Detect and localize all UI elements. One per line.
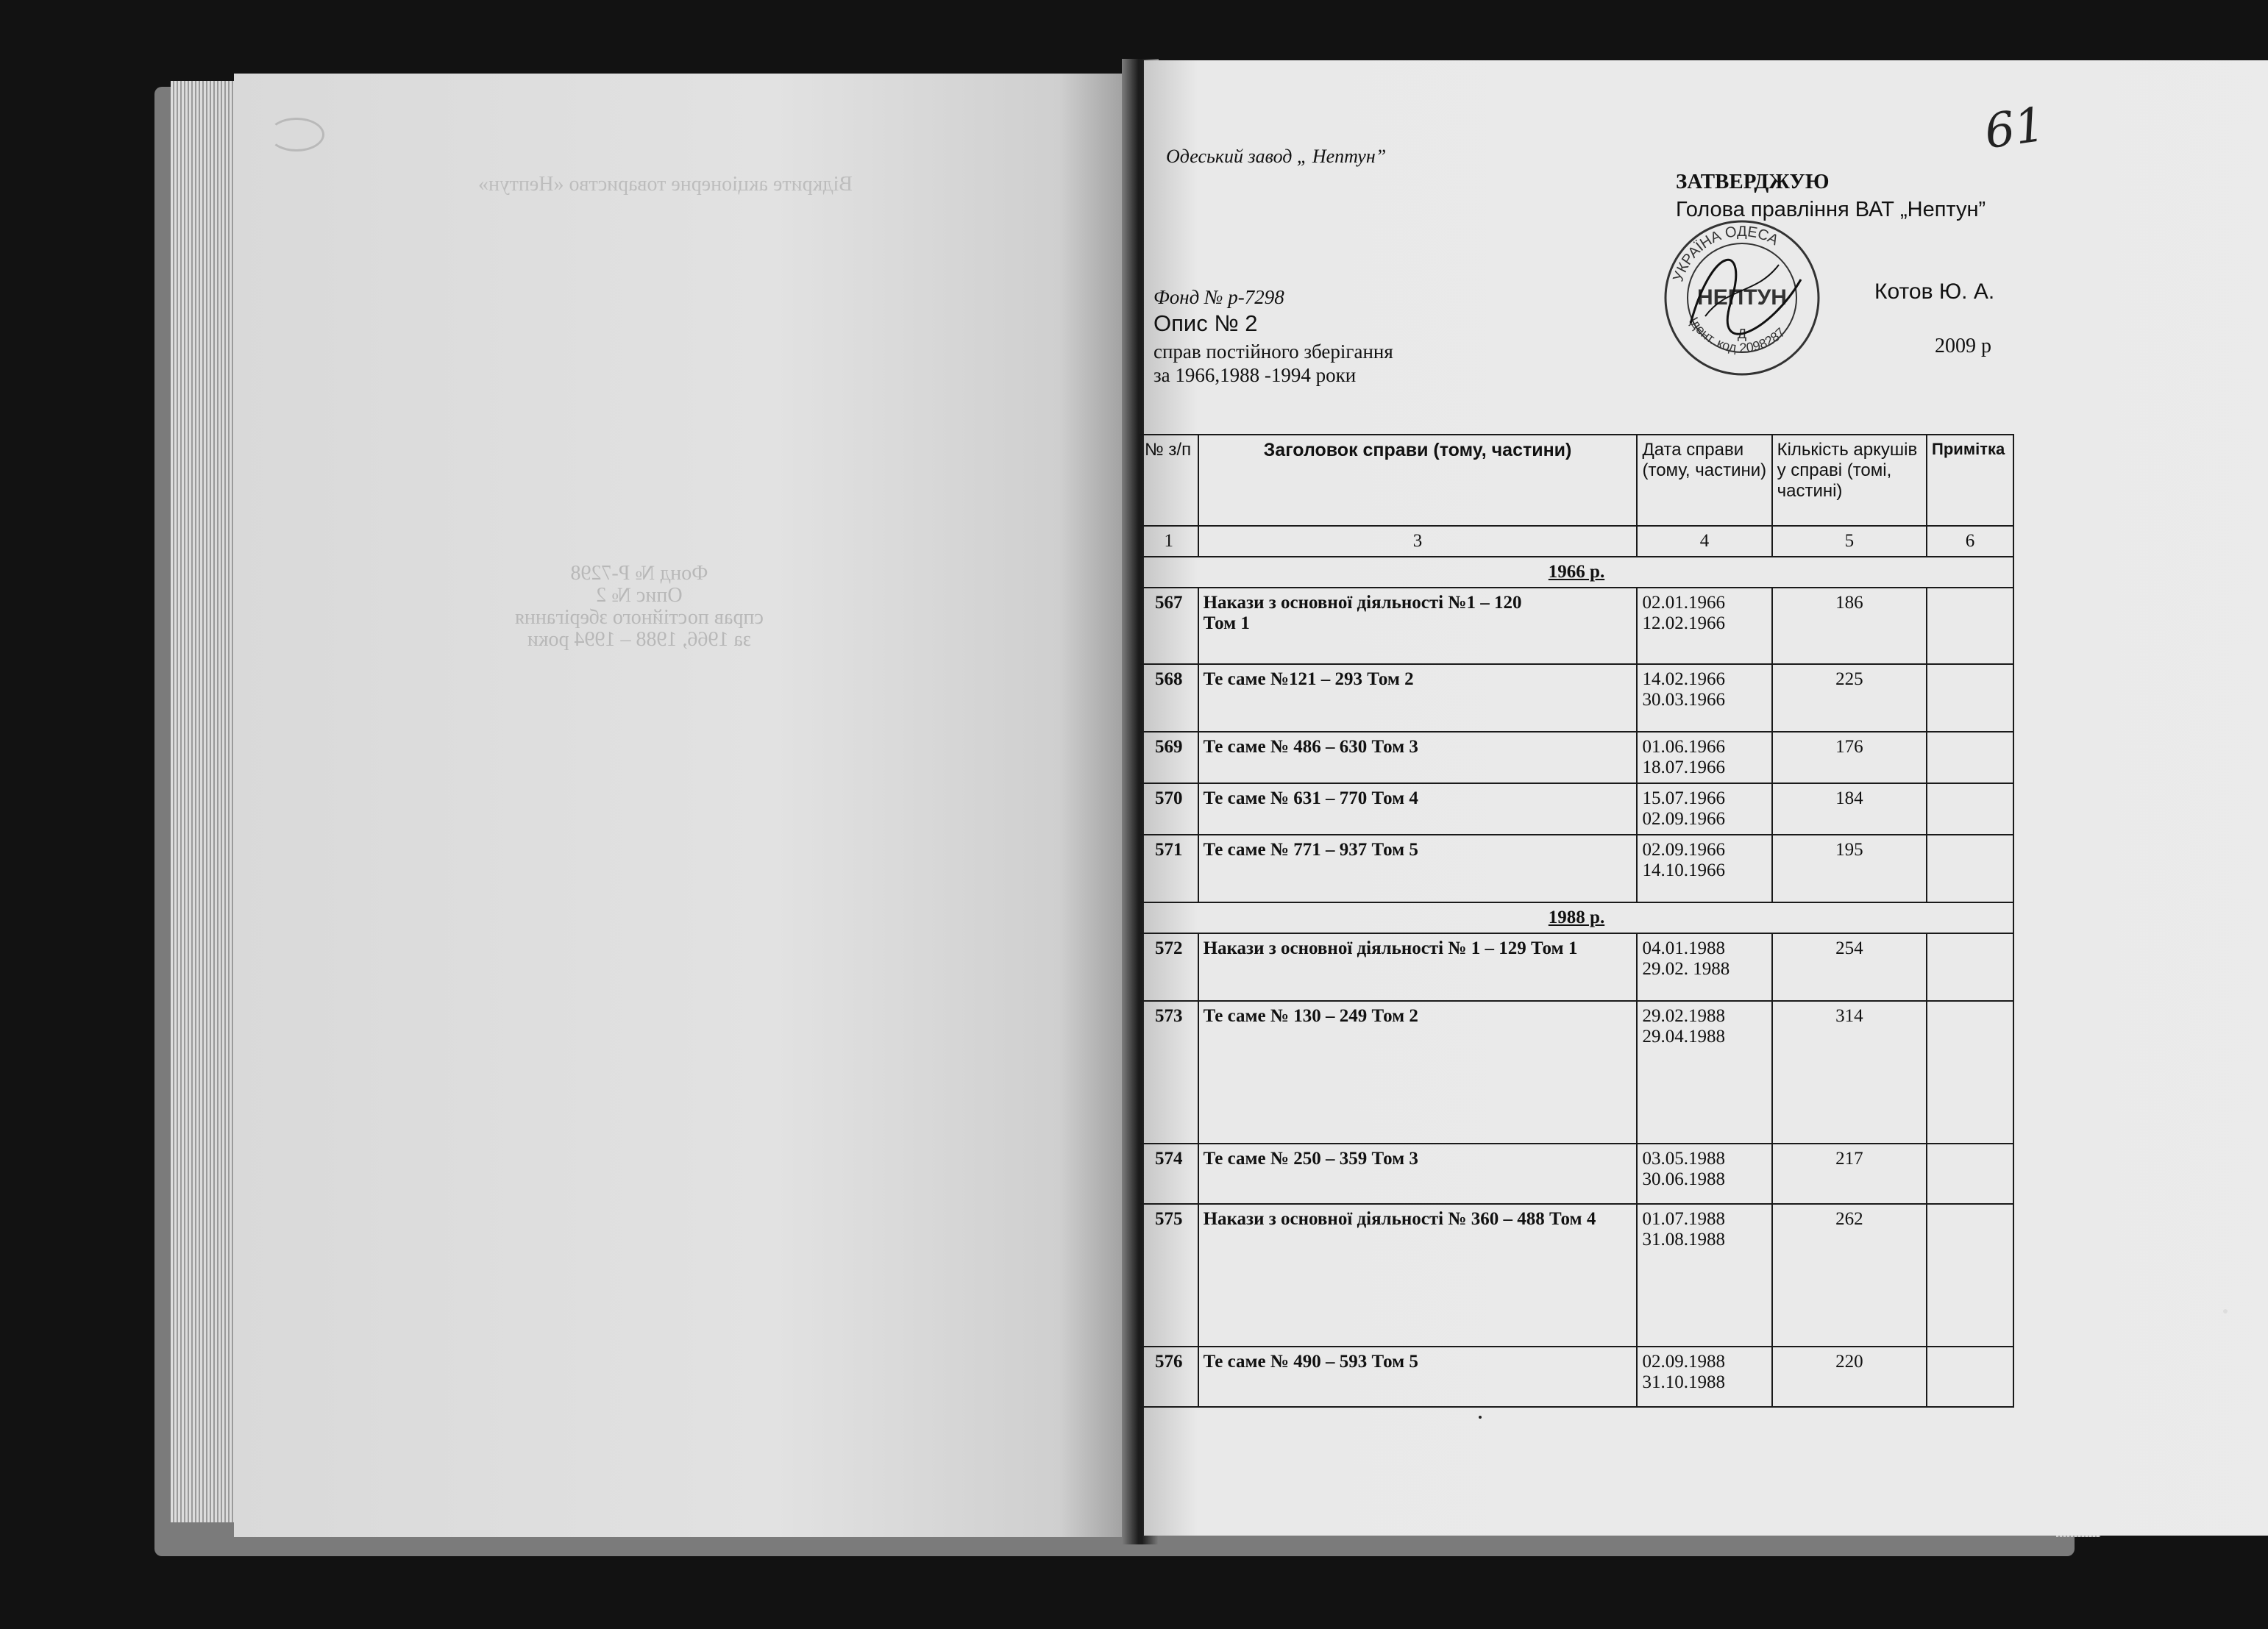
left-page-edges — [171, 81, 237, 1522]
row-title-line: Накази з основної діяльності №1 – 120 — [1203, 593, 1522, 613]
row-note — [1927, 588, 2013, 664]
row-number: 574 — [1140, 1144, 1198, 1204]
year-heading: 1966 р. — [1140, 557, 2013, 588]
row-title: Те саме №121 – 293 Том 2 — [1198, 664, 1638, 732]
row-date-end: 29.02. 1988 — [1642, 959, 1730, 979]
row-number: 567 — [1140, 588, 1198, 664]
row-dates — [1637, 1001, 1771, 1144]
row-date-end: 14.10.1966 — [1642, 860, 1725, 880]
row-date-end: 31.08.1988 — [1642, 1230, 1725, 1250]
approval-year: 2009 р — [1935, 335, 1991, 357]
row-dates — [1637, 1347, 1771, 1407]
row-number: 575 — [1140, 1204, 1198, 1347]
row-dates — [1637, 664, 1771, 732]
column-index-row — [1140, 526, 2013, 557]
table-row — [1140, 664, 2013, 732]
index-cell: 1 — [1140, 526, 1198, 557]
row-count: 254 — [1772, 933, 1927, 1001]
row-number: 571 — [1140, 835, 1198, 902]
row-title: Те саме № 250 – 359 Том 3 — [1198, 1144, 1638, 1204]
inventory-table — [1139, 434, 2014, 1408]
row-dates — [1637, 835, 1771, 902]
row-note — [1927, 1144, 2013, 1204]
row-date-start: 02.09.1988 — [1642, 1352, 1725, 1372]
row-date-end: 31.10.1988 — [1642, 1372, 1725, 1392]
row-date-start: 15.07.1966 — [1642, 788, 1725, 808]
row-note — [1927, 1347, 2013, 1407]
row-number: 568 — [1140, 664, 1198, 732]
ink-dot — [1479, 1416, 1482, 1419]
row-note — [1927, 664, 2013, 732]
row-date-start: 04.01.1988 — [1642, 938, 1725, 958]
row-count: 262 — [1772, 1204, 1927, 1347]
index-cell: 5 — [1772, 526, 1927, 557]
header-count: Кількість аркушів у справі (томі, частині) — [1772, 435, 1927, 526]
table-row — [1140, 1144, 2013, 1204]
row-date-end: 02.09.1966 — [1642, 809, 1725, 829]
row-note — [1927, 783, 2013, 835]
table-row — [1140, 783, 2013, 835]
approval-title: ЗАТВЕРДЖУЮ — [1676, 170, 1830, 193]
row-title: Накази з основної діяльності № 360 – 488 Том 4 — [1198, 1204, 1638, 1347]
row-date-start: 02.09.1966 — [1642, 840, 1725, 860]
bleed-through-fund — [515, 563, 764, 651]
index-cell: 6 — [1927, 526, 2013, 557]
row-count: 217 — [1772, 1144, 1927, 1204]
row-dates — [1637, 783, 1771, 835]
svg-text:УКРАЇНА ОДЕСА: УКРАЇНА ОДЕСА — [1670, 223, 1781, 284]
signer-name: Котов Ю. А. — [1874, 279, 1995, 304]
row-count: 195 — [1772, 835, 1927, 902]
row-count: 225 — [1772, 664, 1927, 732]
row-number: 570 — [1140, 783, 1198, 835]
year-heading: 1988 р. — [1140, 902, 2013, 933]
bleed-line: Опис № 2 — [596, 584, 683, 607]
row-date-end: 12.02.1966 — [1642, 613, 1725, 633]
row-count: 176 — [1772, 732, 1927, 783]
row-note — [1927, 732, 2013, 783]
bleed-line: за 1966, 1988 – 1994 роки — [527, 628, 751, 651]
row-title: Те саме № 490 – 593 Том 5 — [1198, 1347, 1638, 1407]
year-row-1966 — [1140, 557, 2013, 588]
row-date-end: 30.06.1988 — [1642, 1169, 1725, 1189]
svg-text:НЕПТУН: НЕПТУН — [1697, 285, 1787, 310]
table-row — [1140, 1347, 2013, 1407]
header-note: Примітка — [1927, 435, 2013, 526]
row-date-end: 18.07.1966 — [1642, 758, 1725, 777]
year-row-1988 — [1140, 902, 2013, 933]
row-dates — [1637, 588, 1771, 664]
row-title — [1198, 588, 1638, 664]
table-header-row — [1140, 435, 2013, 526]
index-cell: 3 — [1198, 526, 1638, 557]
row-note — [1927, 835, 2013, 902]
row-title: Те саме № 486 – 630 Том 3 — [1198, 732, 1638, 783]
row-date-start: 03.05.1988 — [1642, 1149, 1725, 1169]
opys-number: Опис № 2 — [1153, 310, 1258, 336]
row-note — [1927, 1001, 2013, 1144]
row-date-end: 30.03.1966 — [1642, 690, 1725, 710]
row-date-start: 01.06.1966 — [1642, 737, 1725, 757]
table-row — [1140, 732, 2013, 783]
row-note — [1927, 933, 2013, 1001]
table-row — [1140, 835, 2013, 902]
row-date-start: 01.07.1988 — [1642, 1209, 1725, 1229]
dust-speck — [2223, 1309, 2228, 1313]
opys-line: за 1966,1988 -1994 роки — [1153, 364, 1357, 386]
row-number: 576 — [1140, 1347, 1198, 1407]
row-number: 572 — [1140, 933, 1198, 1001]
row-count: 314 — [1772, 1001, 1927, 1144]
opys-description — [1153, 340, 1393, 387]
table-row — [1140, 933, 2013, 1001]
left-page — [234, 74, 1131, 1537]
company-seal-icon — [1661, 213, 1823, 382]
row-number: 569 — [1140, 732, 1198, 783]
row-dates — [1637, 1204, 1771, 1347]
row-count: 184 — [1772, 783, 1927, 835]
row-dates — [1637, 732, 1771, 783]
bleed-line: Фонд № Р-7298 — [570, 562, 708, 585]
handwritten-page-number: 61 — [1981, 97, 2049, 160]
row-title: Те саме № 631 – 770 Том 4 — [1198, 783, 1638, 835]
table-row — [1140, 1204, 2013, 1347]
row-count: 220 — [1772, 1347, 1927, 1407]
pencil-mark — [269, 118, 324, 152]
row-dates — [1637, 1144, 1771, 1204]
opys-line: справ постійного зберігання — [1153, 341, 1393, 363]
row-title: Те саме № 130 – 249 Том 2 — [1198, 1001, 1638, 1144]
fond-number: Фонд № р-7298 — [1153, 286, 1284, 308]
svg-text:Ідент. код 2098287: Ідент. код 2098287 — [1686, 314, 1788, 356]
header-no: № з/п — [1140, 435, 1198, 526]
approval-subtitle: Голова правління ВАТ „Нептун” — [1676, 198, 1986, 221]
index-cell: 4 — [1637, 526, 1771, 557]
table-row — [1140, 588, 2013, 664]
header-date: Дата справи (тому, частини) — [1637, 435, 1771, 526]
row-title: Накази з основної діяльності № 1 – 129 Том 1 — [1198, 933, 1638, 1001]
row-number: 573 — [1140, 1001, 1198, 1144]
row-date-end: 29.04.1988 — [1642, 1027, 1725, 1047]
svg-text:Д: Д — [1737, 327, 1747, 341]
header-title: Заголовок справи (тому, частини) — [1198, 435, 1638, 526]
factory-name: Одеський завод „ Нептун” — [1166, 146, 1387, 167]
row-date-start: 29.02.1988 — [1642, 1006, 1725, 1026]
row-count: 186 — [1772, 588, 1927, 664]
row-date-start: 14.02.1966 — [1642, 669, 1725, 689]
bleed-through-header: Відкрите акціонерне товариство «Нептун» — [478, 173, 853, 196]
row-dates — [1637, 933, 1771, 1001]
row-note — [1927, 1204, 2013, 1347]
row-date-start: 02.01.1966 — [1642, 593, 1725, 613]
row-title-line: Том 1 — [1203, 613, 1250, 633]
row-title: Те саме № 771 – 937 Том 5 — [1198, 835, 1638, 902]
bleed-line: справ постійного зберігання — [515, 606, 764, 629]
table-row — [1140, 1001, 2013, 1144]
